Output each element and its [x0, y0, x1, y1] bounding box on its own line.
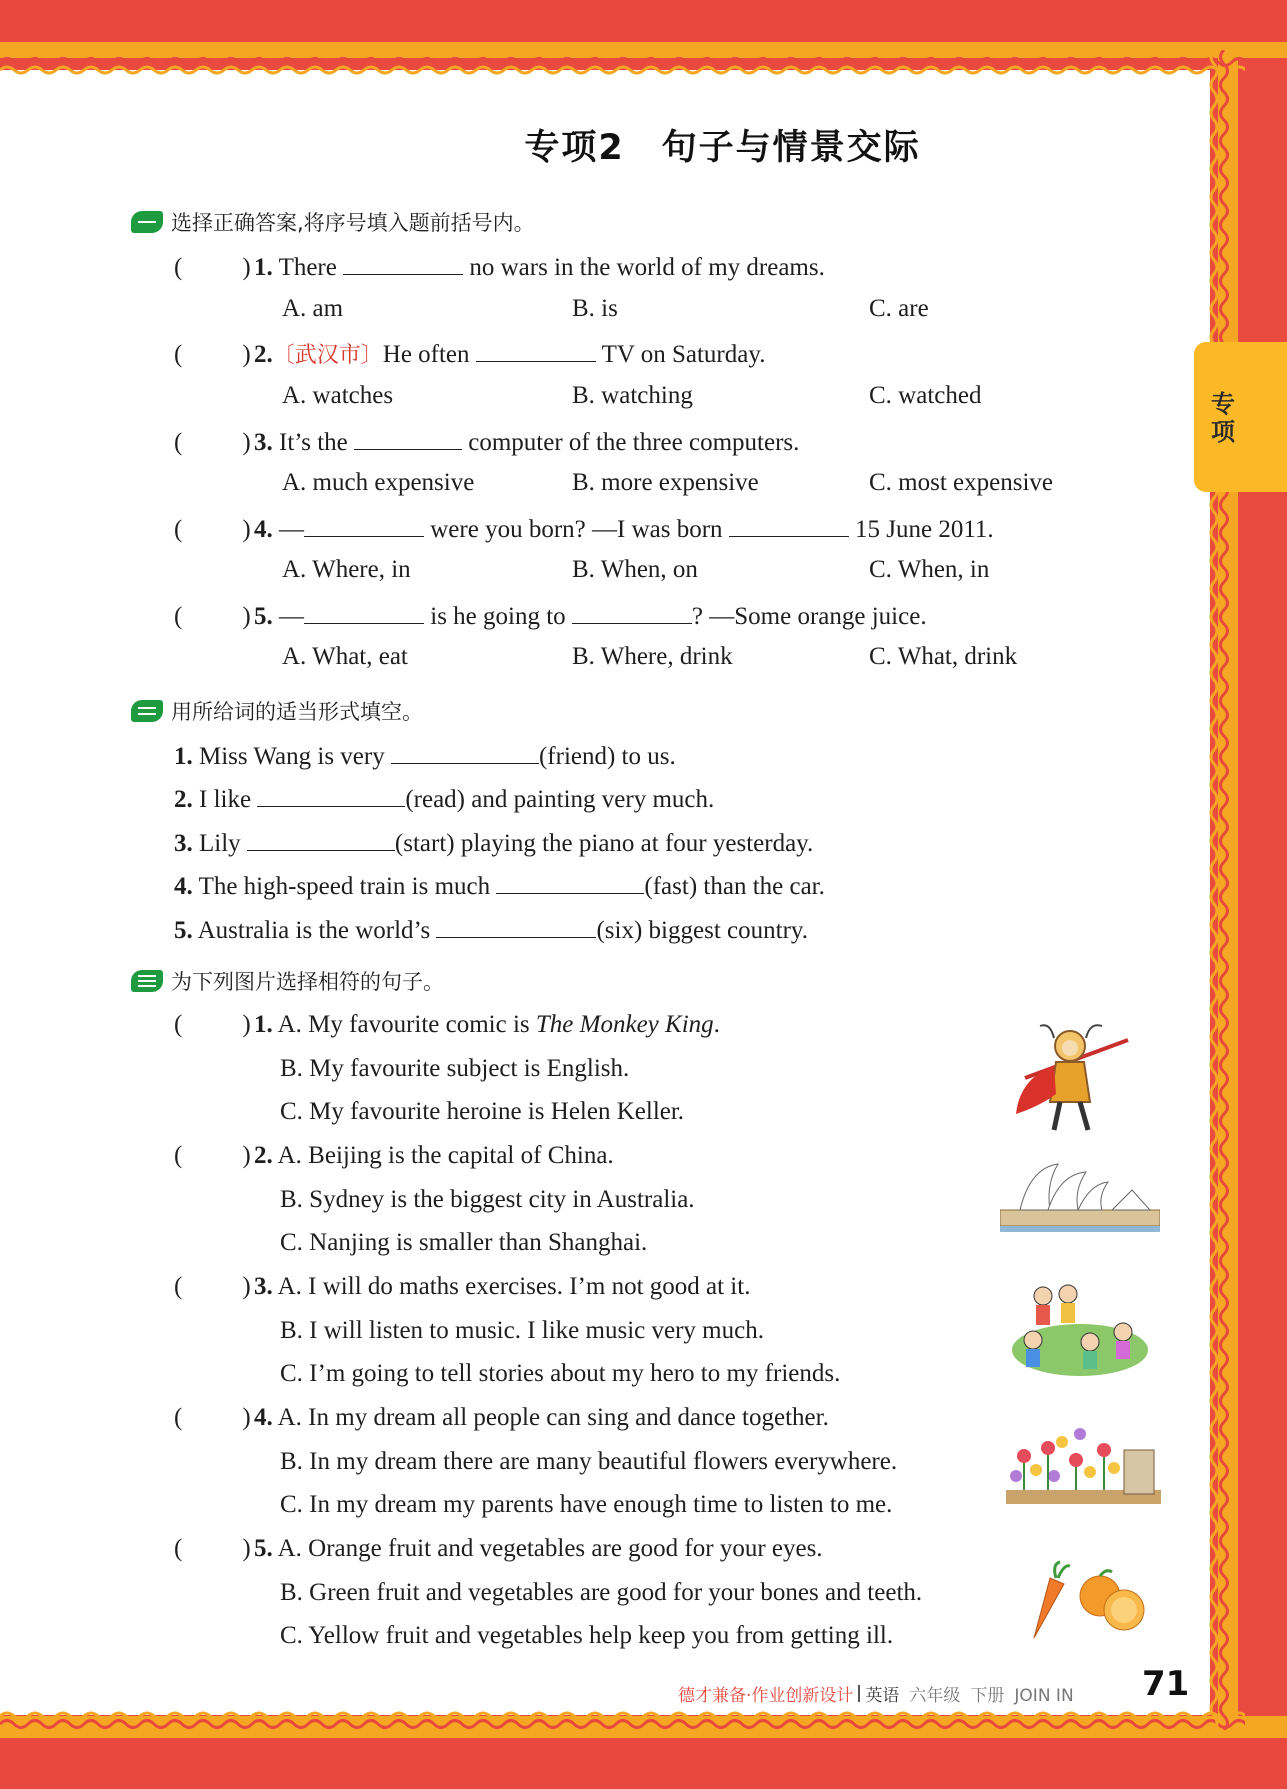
s2-item-3	[174, 826, 813, 856]
answer-bracket[interactable]: ( )	[174, 603, 251, 630]
item-text: Lily	[199, 830, 241, 857]
s3-question-3	[174, 1272, 750, 1302]
s1-question-3	[174, 425, 799, 455]
item-text: (fast) than the car.	[644, 873, 825, 900]
footer-subject: 英语	[865, 1686, 900, 1706]
question-text: 15 June 2011.	[855, 516, 994, 543]
question-text: is he going to	[430, 603, 566, 630]
s1-question-5	[174, 599, 927, 629]
footer-grade: 六年级	[909, 1686, 961, 1706]
s3-question-2	[174, 1141, 614, 1171]
answer-blank[interactable]	[343, 250, 463, 275]
answer-bracket[interactable]: ( )	[174, 1404, 251, 1431]
section-1-instruction: 选择正确答案,将序号填入题前括号内。	[171, 211, 535, 235]
item-text: (read) and painting very much.	[405, 786, 715, 813]
answer-blank[interactable]	[729, 512, 849, 537]
footer-series: 德才兼备·作业创新设计	[678, 1686, 854, 1706]
answer-bracket[interactable]: ( )	[174, 1535, 251, 1562]
option-c: C. are	[869, 295, 929, 322]
answer-bracket[interactable]: ( )	[174, 516, 251, 543]
option-a: A. What, eat	[282, 643, 408, 670]
option-b: B. When, on	[572, 556, 698, 583]
s2-item-2	[174, 782, 714, 812]
question-text: computer of the three computers.	[468, 429, 800, 456]
footer-edition: JOIN IN	[1014, 1686, 1074, 1706]
section-1-heading	[131, 207, 535, 237]
option-b: B. Green fruit and vegetables are good for your bones and teeth.	[280, 1579, 923, 1606]
carrot-orange-illustration	[1020, 1560, 1150, 1640]
answer-bracket[interactable]: ( )	[174, 254, 251, 281]
item-text: Australia is the world’s	[197, 917, 431, 944]
option-c: C. In my dream my parents have enough time to listen to me.	[280, 1491, 893, 1518]
sydney-opera-house-illustration	[1000, 1160, 1160, 1235]
option-c: C. What, drink	[869, 643, 1018, 670]
option-a: A. Where, in	[282, 556, 411, 583]
question-number: 2.	[254, 341, 273, 368]
footer-divider	[858, 1685, 860, 1702]
s2-item-4	[174, 869, 825, 899]
question-number: 5.	[254, 1535, 273, 1562]
item-number: 1.	[174, 743, 193, 770]
s2-item-1	[174, 739, 676, 769]
option-c: C. Yellow fruit and vegetables help keep you from getting ill.	[280, 1622, 894, 1649]
item-text: (start) playing the piano at four yesterday.	[394, 830, 814, 857]
option-b: B. is	[572, 295, 618, 322]
option-a: A. Orange fruit and vegetables are good for your eyes.	[277, 1535, 823, 1562]
option-b: B. In my dream there are many beautiful flowers everywhere.	[280, 1448, 898, 1475]
question-number: 3.	[254, 429, 273, 456]
answer-blank[interactable]	[247, 826, 395, 851]
answer-blank[interactable]	[304, 599, 424, 624]
option-a: A. In my dream all people can sing and dance together.	[277, 1404, 829, 1431]
section-2-instruction: 用所给词的适当形式填空。	[171, 700, 423, 724]
wavy-border-top	[0, 50, 1245, 80]
option-a: A. Beijing is the capital of China.	[277, 1142, 614, 1169]
item-text: (friend) to us.	[538, 743, 676, 770]
question-text: TV on Saturday.	[601, 341, 766, 368]
children-storytelling-illustration	[1008, 1280, 1153, 1382]
item-text: Miss Wang is very	[199, 743, 385, 770]
question-number: 1.	[254, 254, 273, 281]
item-number: 3.	[174, 830, 193, 857]
question-number: 4.	[254, 1404, 273, 1431]
source-tag: 〔武汉市〕	[272, 342, 383, 367]
option-a: A. My favourite comic is	[277, 1011, 536, 1038]
question-text: He often	[382, 341, 470, 368]
footer-volume: 下册	[970, 1686, 1005, 1706]
question-text: ? —Some orange juice.	[691, 603, 927, 630]
question-number: 2.	[254, 1142, 273, 1169]
s1-question-4	[174, 512, 994, 542]
answer-blank[interactable]	[436, 913, 596, 938]
section-3-heading	[131, 966, 444, 996]
option-a: A. much expensive	[282, 469, 475, 496]
side-tab-label: 专项	[1211, 390, 1235, 446]
answer-blank[interactable]	[354, 425, 462, 450]
page-footer	[678, 1666, 1084, 1706]
punctuation: .	[713, 1011, 720, 1038]
answer-bracket[interactable]: ( )	[174, 429, 251, 456]
item-text: The high-speed train is much	[198, 873, 491, 900]
answer-bracket[interactable]: ( )	[174, 1011, 251, 1038]
wavy-border-bottom	[0, 1706, 1245, 1736]
s1-question-1	[174, 250, 825, 280]
question-text: were you born? —I was born	[430, 516, 723, 543]
frame-bottom-band	[0, 1738, 1287, 1789]
question-text: There	[278, 254, 337, 281]
frame-top-band	[0, 0, 1287, 42]
item-number: 2.	[174, 786, 193, 813]
answer-blank[interactable]	[496, 869, 644, 894]
question-text: —	[279, 516, 304, 543]
section-3-badge	[131, 970, 163, 992]
item-text: I like	[199, 786, 252, 813]
s3-question-5	[174, 1534, 823, 1564]
answer-blank[interactable]	[572, 599, 692, 624]
s3-question-4	[174, 1403, 829, 1433]
option-c: C. watched	[869, 382, 982, 409]
question-text: no wars in the world of my dreams.	[469, 254, 825, 281]
answer-bracket[interactable]: ( )	[174, 1142, 251, 1169]
monkey-king-illustration	[1010, 1018, 1135, 1136]
option-b: B. I will listen to music. I like music very much.	[280, 1317, 764, 1344]
option-b: B. watching	[572, 382, 693, 409]
s2-item-5	[174, 913, 808, 943]
option-c: C. When, in	[869, 556, 990, 583]
option-b: B. Where, drink	[572, 643, 733, 670]
section-2-badge	[131, 700, 163, 722]
question-text: —	[279, 603, 304, 630]
option-a: A. watches	[282, 382, 394, 409]
question-number: 5.	[254, 603, 273, 630]
s3-question-1	[174, 1010, 720, 1040]
answer-bracket[interactable]: ( )	[174, 341, 251, 368]
option-c: C. I’m going to tell stories about my hero to my friends.	[280, 1360, 841, 1387]
option-a: A. I will do maths exercises. I’m not good at it.	[277, 1273, 751, 1300]
wavy-border-right	[1200, 50, 1240, 1730]
question-number: 3.	[254, 1273, 273, 1300]
page-number: 71	[1142, 1664, 1190, 1704]
option-b: B. more expensive	[572, 469, 759, 496]
flower-garden-illustration	[1006, 1420, 1161, 1512]
page-title: 专项2 句子与情景交际	[524, 128, 921, 168]
question-number: 4.	[254, 516, 273, 543]
option-c: C. Nanjing is smaller than Shanghai.	[280, 1229, 648, 1256]
section-1-badge	[131, 211, 163, 233]
section-3-instruction: 为下列图片选择相符的句子。	[171, 970, 444, 994]
item-number: 4.	[174, 873, 193, 900]
item-number: 5.	[174, 917, 193, 944]
option-b: B. My favourite subject is English.	[280, 1055, 630, 1082]
item-text: (six) biggest country.	[596, 917, 809, 944]
answer-blank[interactable]	[257, 782, 405, 807]
answer-blank[interactable]	[304, 512, 424, 537]
book-title: The Monkey King	[535, 1011, 714, 1038]
answer-bracket[interactable]: ( )	[174, 1273, 251, 1300]
question-text: It’s the	[279, 429, 348, 456]
option-a: A. am	[282, 295, 344, 322]
s1-question-2	[174, 337, 765, 367]
option-c: C. most expensive	[869, 469, 1054, 496]
option-c: C. My favourite heroine is Helen Keller.	[280, 1098, 685, 1125]
answer-blank[interactable]	[476, 337, 596, 362]
answer-blank[interactable]	[391, 739, 539, 764]
section-2-heading	[131, 696, 423, 726]
option-b: B. Sydney is the biggest city in Australia.	[280, 1186, 695, 1213]
question-number: 1.	[254, 1011, 273, 1038]
